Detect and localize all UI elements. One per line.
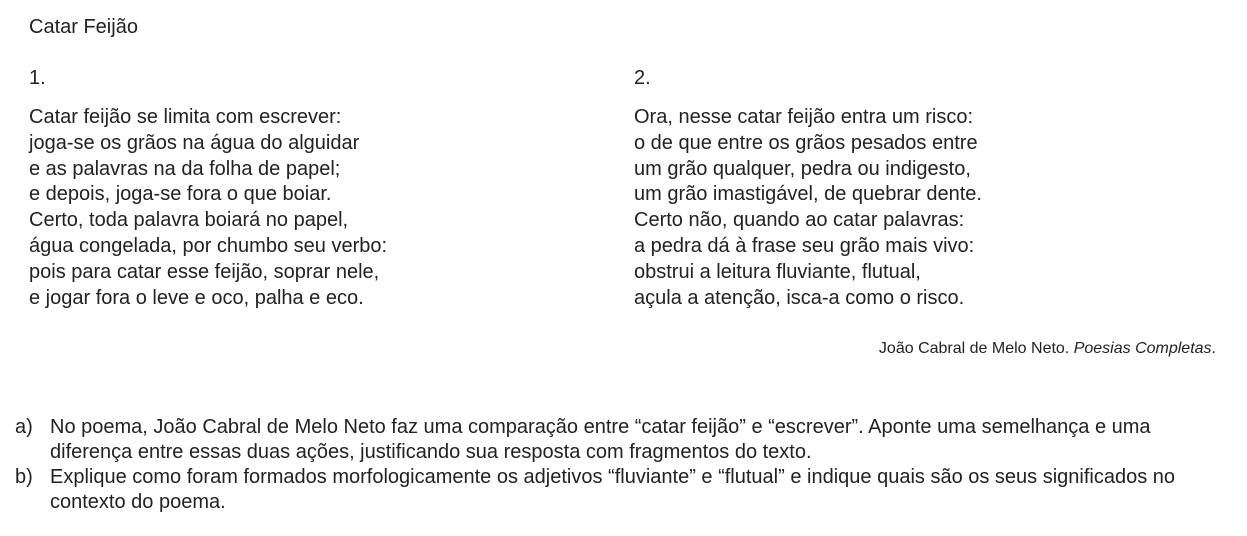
poem-title: Catar Feijão	[29, 16, 138, 38]
stanza-1-line: Certo, toda palavra boiará no papel,	[29, 209, 349, 232]
stanza-1-number: 1.	[29, 67, 46, 89]
citation-author: João Cabral de Melo Neto.	[878, 340, 1070, 357]
stanza-2-line: Certo não, quando ao catar palavras:	[634, 209, 965, 232]
question-a-text: No poema, João Cabral de Melo Neto faz uma comparação entre “catar feijão” e “escrever”. Aponte uma semelhança e uma diferença entre essas duas ações, justificando sua resposta com fragmentos do texto.	[50, 416, 1151, 463]
stanza-2-line: um grão qualquer, pedra ou indigesto,	[634, 157, 971, 180]
questions	[15, 415, 1237, 515]
stanza-2-line: um grão imastigável, de quebrar dente.	[634, 183, 982, 206]
stanza-2-number: 2.	[634, 67, 651, 89]
question-a	[15, 415, 1237, 465]
citation	[879, 340, 1216, 358]
stanza-1-line: e as palavras na da folha de papel;	[29, 157, 341, 180]
stanza-1-line: pois para catar esse feijão, soprar nele,	[29, 260, 380, 283]
stanza-2-line: a pedra dá à frase seu grão mais vivo:	[634, 234, 975, 257]
question-b	[15, 465, 1237, 515]
stanza-1-line: e jogar fora o leve e oco, palha e eco.	[29, 286, 364, 309]
stanza-1-line: e depois, joga-se fora o que boiar.	[29, 183, 332, 206]
stanza-1-line: água congelada, por chumbo seu verbo:	[29, 234, 388, 257]
citation-work: Poesias Completas	[1073, 340, 1212, 357]
question-b-text: Explique como foram formados morfologicamente os adjetivos “fluviante” e “flutual” e indique quais são os seus significados no contexto do poema.	[50, 466, 1176, 513]
stanza-1	[29, 105, 387, 311]
stanza-2	[634, 105, 982, 311]
question-b-marker: b)	[15, 466, 33, 488]
stanza-2-line: o de que entre os grãos pesados entre	[634, 131, 978, 154]
stanza-2-line: Ora, nesse catar feijão entra um risco:	[634, 106, 974, 128]
citation-end: .	[1211, 340, 1216, 357]
stanza-1-line: joga-se os grãos na água do alguidar	[29, 131, 360, 154]
stanza-2-line: açula a atenção, isca-a como o risco.	[634, 286, 965, 309]
question-a-marker: a)	[15, 416, 33, 438]
stanza-1-line: Catar feijão se limita com escrever:	[29, 106, 342, 128]
stanza-2-line: obstrui a leitura fluviante, flutual,	[634, 260, 921, 283]
